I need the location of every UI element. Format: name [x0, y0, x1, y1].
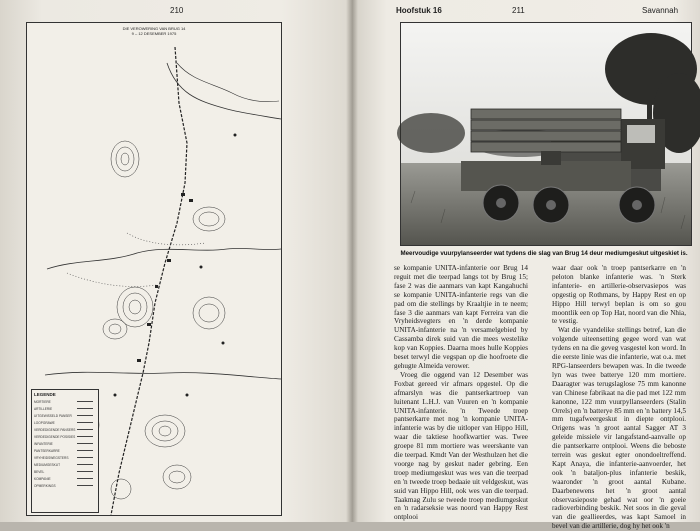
legend-label: MORTIERE	[34, 399, 51, 404]
right-page-number: 211	[512, 6, 525, 15]
legend-row	[32, 454, 98, 461]
photo-caption: Meervoudige vuurpylanseerder wat tydens die slag van Brug 14 deur mediumgeskut uitgeskiet is.	[400, 250, 688, 257]
paragraph: Wat die vyandelike stellings betref, kan die volgende uiteensetting gegee word van wat tydens en na die geveg vasgestel kon word. In die eerste linie was die infanterie, wat o.a. met RPG-lanseerders bewapen was. In die tweede lyn was twee batterye 120 mm mortiere. Daaragter was terugslaglose 75 mm kanonne van Chinese fabrikaat na die pad met 122 mm kanonne, 122 mm vuurpyllanseerders (Stalin Orrels) en 'n batterye 85 mm en 'n battery 14,5 mm tugafweergeskut in diepte ontplooi. Origens was 'n groot aantal Sagger AT 3 geleide missiele vir langafstand-aanvalle op die pantserkarre ontplooi. Weens die beboste terrein was geskut egter onondoeltreffend. Kapt Anaya, die infanterie-aanvoerder, het ook 'n bataljon-plus infanterie beskik, waaronder 'n groot aantal Kubane. Daarbenewens het 'n groot aantal observasieposte gehad wat oor 'n goeie radioverbinding beskik. Net soos in die geval van die geallieerdes, was kapt Samoel in bevel van die artillerie, dog hy het ook 'n	[552, 326, 686, 531]
book-gutter	[346, 0, 358, 522]
legend-label: PANTSERKARRE	[34, 448, 60, 453]
legend-label: MEDIUMGESKUT	[34, 462, 61, 467]
right-page	[352, 0, 700, 531]
legend-label: ARTILLERIE	[34, 406, 53, 411]
legend-row	[32, 468, 98, 475]
legend-row	[32, 482, 98, 489]
map-title-line: DIE VEROWERING VAN BRUG 14	[122, 26, 186, 31]
legend-title: LEGENDE	[34, 392, 56, 397]
legend-row	[32, 433, 98, 440]
legend-label: KOMPANIE	[34, 476, 51, 481]
legend-label: LOOPGRAWE	[34, 420, 55, 425]
map-subtitle-line: 9 – 12 DESEMBER 1975	[131, 31, 177, 36]
legend-label: VERDEDIGENDE PANSERS	[34, 427, 76, 432]
river-north	[167, 63, 281, 119]
legend-row	[32, 461, 98, 468]
legend-label: UITGEWISSELD PANSER	[34, 413, 72, 418]
paragraph: waar daar ook 'n troep pantserkarre en 'n peloton blanke infanterie was. 'n Sterk infanterie- en artillerie-observasiepos was opgestig op Rothmans, by Happy Rest en op Hippo Hill terwyl beplan is om so gou moontlik een op Top Hat, noord van die Nhia, te vestig.	[552, 264, 686, 326]
section-header: Savannah	[642, 6, 679, 15]
text-column-left	[394, 264, 528, 522]
rocket-launcher-photo	[400, 22, 692, 246]
paragraph: se kompanie UNITA-infanterie oor Brug 14 reguit met die teerpad langs tot by Brug 15; fase 2 was die aanmars van kapt Kangahuchi se kompanie UNITA-infanterie regs van die pad om die stellings by Kraaltjie in te neem; fase 3 die aanmars van kapt Ferreira van die Vryheidsvegters en 'n derde kompanie UNITA-infanterie na 'n versamelgebied by Cassamba direk suid van die mees westelike kop van Koppies. Daarna moes hulle Koppies beset terwyl die vegspan op die hoofroete die gehugte Almeida verower.	[394, 264, 528, 370]
paragraph: Vroeg die oggend van 12 Desember was Foxbat gereed vir afmars opgestel. Op die afmarslyn was die pantserkartroep van luitenant L.H.J. van Vuuren en 'n kompanie UNITA-infanterie. 'n Tweede troep pantserkarre met nog 'n kompanie UNITA-infanterie was by die uitloper van Hippo Hill, waar die taktiese hoofkwartier was. Twee groepe 81 mm mortiere was weerskante van die teerpad. Kmdt Van der Westhulzen het die voorge nag by geskut nader gebring. Een troep mediumgeskut was wes van die teerpad en 'n tweede troep bedaaie uit veldgeskut, was suid van Hippo Hill, ook wes van die teerpad. Taakmag Zulu se tweede troep mediumgeskut en 'n radarseksie was noord van Happy Rest ontplooi	[394, 370, 528, 522]
battle-map	[26, 22, 282, 516]
chapter-header: Hoofstuk 16	[396, 6, 442, 15]
truck	[461, 109, 665, 223]
legend-row	[32, 447, 98, 454]
legend-label: BEVEL	[34, 469, 45, 474]
legend-label: VERDEDIGENDE POSISIES	[34, 434, 76, 439]
legend-row	[32, 398, 98, 405]
legend-label: VRYHEIDSWEGSTERS	[34, 455, 69, 460]
legend-row	[32, 419, 98, 426]
legend-row	[32, 440, 98, 447]
legend-label: OPMERKINGS	[34, 483, 56, 488]
left-page	[0, 0, 352, 522]
legend-row	[32, 426, 98, 433]
map-legend	[31, 389, 99, 513]
text-column-right	[552, 264, 686, 531]
legend-row	[32, 475, 98, 482]
photo-illustration	[401, 23, 691, 245]
legend-label: INFANTERIE	[34, 441, 53, 446]
legend-row	[32, 412, 98, 419]
left-page-number: 210	[170, 6, 184, 15]
legend-row	[32, 405, 98, 412]
unit-markers	[114, 134, 237, 397]
river-south	[45, 372, 281, 379]
